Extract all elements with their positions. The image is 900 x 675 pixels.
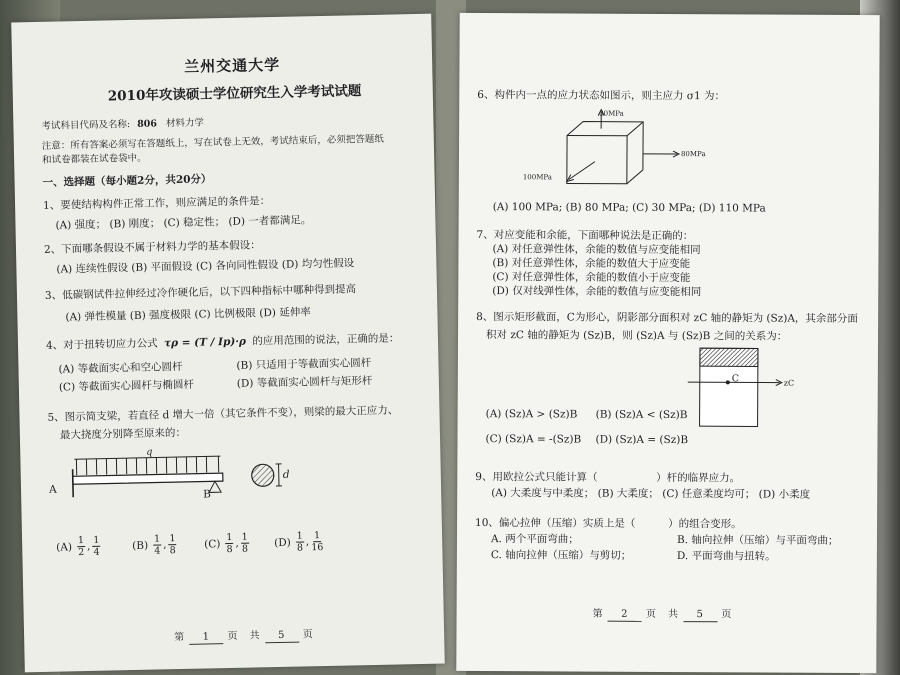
rectangular-section-diagram [688, 346, 798, 431]
notice-line-2: 和试卷都装在试卷袋中。 [42, 152, 147, 166]
question-10-option-a: A. 两个平面弯曲； [490, 533, 579, 546]
subject-code: 806 [137, 118, 158, 130]
question-9-options: (A) 大柔度与中柔度； (B) 大柔度； (C) 任意柔度均可； (D) 小柔度 [491, 487, 811, 501]
footer-page-word: 第 [174, 631, 186, 644]
question-4-option-d: (D) 等截面实心圆杆与矩形杆 [236, 374, 373, 390]
subject-label: 考试科目代码及名称: [41, 119, 131, 132]
question-4-option-b: (B) 只适用于等截面实心圆杆 [236, 357, 372, 372]
diameter-label-d: d [282, 468, 290, 481]
question-7: 7、对应变能和余能，下面哪种说法是正确的： [476, 228, 694, 243]
fraction-numerator: 1 [313, 530, 321, 542]
subject-name: 材料力学 [165, 117, 205, 130]
question-8-option-c: (C) (Sz)A = -(Sz)B [485, 433, 582, 446]
fraction-numerator: 1 [296, 530, 303, 542]
page-1-footer [174, 628, 314, 645]
question-4-option-a: (A) 等截面实心和空心圆杆 [58, 360, 183, 376]
question-9-prefix: 9、用欧拉公式只能计算（ [475, 470, 598, 484]
question-8-option-a: (A) (Sz)A > (Sz)B [485, 408, 578, 421]
question-3-options: (A) 弹性模量 (B) 强度极限 (C) 比例极限 (D) 延伸率 [65, 306, 311, 324]
support-label-b: B [203, 488, 212, 501]
subject-line [41, 116, 204, 132]
question-9 [475, 471, 740, 485]
notice-line-1: 注意：所有答案必须写在答题纸上，写在试卷上无效，考试结束后，必须把答题纸 [41, 133, 384, 152]
footer-total-pages: 5 [265, 629, 299, 644]
exam-page-2 [456, 13, 879, 673]
fraction-denominator: 8 [296, 542, 304, 554]
option-separator: , [235, 537, 239, 550]
page-2-footer [593, 608, 733, 623]
stress-label-30: 30MPa [599, 109, 624, 118]
question-7-option-a: (A) 对任意弹性体，余能的数值与应变能相同 [492, 243, 701, 257]
footer-end-word: 页 [721, 609, 733, 621]
question-9-suffix: ）杆的临界应力。 [656, 471, 741, 485]
question-5-line-1: 5、图示简支梁，若直径 d 增大一倍（其它条件不变），则梁的最大正应力、 [47, 404, 399, 424]
fraction [92, 535, 101, 558]
question-1-options: (A) 强度； (B) 刚度； (C) 稳定性； (D) 一者都满足。 [55, 214, 312, 232]
footer-page-number: 2 [608, 608, 642, 622]
question-8-option-d: (D) (Sz)A = (Sz)B [595, 433, 689, 447]
question-10-option-d: D. 平面弯曲与扭转。 [676, 550, 776, 563]
fraction-numerator: 1 [77, 535, 85, 547]
fraction-denominator: 8 [169, 545, 176, 557]
question-5-option [274, 530, 326, 554]
circular-section-diagram [248, 458, 309, 499]
question-10-option-b: B. 轴向拉伸（压缩）与平面弯曲； [676, 534, 839, 547]
stress-label-80: 80MPa [680, 150, 706, 159]
load-label-q: q [146, 446, 153, 458]
option-separator: , [305, 535, 310, 548]
option-separator: , [86, 540, 91, 553]
fraction-denominator: 4 [93, 546, 100, 558]
footer-total-word: 页 共 [227, 630, 261, 643]
fraction [311, 530, 324, 553]
footer-page-number: 1 [189, 630, 223, 645]
fraction-numerator: 1 [169, 533, 176, 545]
footer-page-word: 第 [592, 608, 604, 620]
fraction-denominator: 4 [154, 545, 161, 557]
support-label-a: A [48, 483, 57, 496]
question-8-line-2: 积对 zC 轴的静矩为 (Sz)B，则 (Sz)A 与 (Sz)B 之间的关系为： [486, 329, 788, 343]
question-10 [475, 517, 742, 531]
fraction [296, 530, 305, 553]
fraction [153, 533, 162, 556]
footer-total-word: 页 共 [645, 608, 679, 621]
question-6: 6、构件内一点的应力状态如图示，则主应力 σ1 为： [477, 88, 726, 103]
question-5-option [204, 532, 251, 556]
question-10-prefix: 10、偏心拉伸（压缩）实质上是（ [475, 516, 636, 530]
option-label: (B) [132, 539, 149, 552]
zc-axis-label: zC [783, 378, 795, 388]
footer-end-word: 页 [302, 629, 314, 641]
question-6-options: (A) 100 MPa; (B) 80 MPa; (C) 30 MPa; (D) 110 MPa [492, 201, 766, 215]
question-5-line-2: 最大挠度分别降至原来的： [59, 426, 186, 442]
exam-page-1 [11, 14, 445, 673]
fraction-numerator: 1 [93, 534, 100, 546]
question-7-option-d: (D) 仅对线弹性体，余能的数值与应变能相同 [492, 285, 702, 299]
question-4-suffix: 的应用范围的说法，正确的是： [252, 332, 400, 348]
question-5-option [132, 533, 179, 557]
beam-body [73, 473, 223, 484]
fraction [225, 532, 234, 555]
question-4 [46, 332, 400, 352]
torsion-formula: τρ = (T / Ip)·ρ [163, 335, 247, 350]
fraction-numerator: 1 [241, 531, 248, 543]
centroid-label: C [731, 373, 740, 385]
question-10-suffix: ）的组合变形。 [668, 518, 742, 531]
question-3: 3、低碳钢试件拉伸经过冷作硬化后，以下四种指标中哪种得到提高 [44, 283, 357, 302]
question-2-options: (A) 连续性假设 (B) 平面假设 (C) 各向同性假设 (D) 均匀性假设 [56, 257, 355, 276]
question-4-option-c: (C) 等截面实心圆杆与椭圆杆 [58, 378, 195, 394]
question-2: 2、下面哪条假设不属于材料力学的基本假设： [43, 239, 261, 256]
fraction-denominator: 16 [311, 542, 324, 554]
question-8-option-b: (B) (Sz)A < (Sz)B [595, 408, 688, 422]
question-8-line-1: 8、图示矩形截面，C为形心，阴影部分面积对 zC 轴的静矩为 (Sz)A，其余部分面 [476, 310, 858, 325]
question-4-prefix: 4、对于扭转切应力公式 [45, 337, 158, 352]
section-heading: 一、选择题（每小题2分，共20分） [42, 173, 212, 189]
fraction [77, 535, 86, 558]
fraction [168, 533, 177, 556]
fixed-support-a [73, 469, 74, 497]
option-label: (A) [56, 540, 73, 554]
fraction [241, 532, 250, 555]
question-10-option-c: C. 轴向拉伸（压缩）与剪切； [490, 549, 632, 562]
university-name: 兰州交通大学 [184, 55, 281, 76]
question-5-option [56, 535, 103, 559]
option-label: (C) [204, 537, 221, 551]
exam-title: 2010年攻读硕士学位研究生入学考试试题 [107, 83, 362, 105]
footer-total-pages: 5 [683, 608, 717, 622]
stress-arrow-front [569, 161, 595, 179]
centroid-point [726, 380, 730, 384]
stress-label-100: 100MPa [522, 173, 552, 182]
fraction-numerator: 1 [226, 531, 233, 544]
option-label: (D) [274, 536, 291, 549]
question-7-option-b: (B) 对任意弹性体，余能的数值大于应变能 [492, 257, 691, 271]
fraction-denominator: 8 [241, 543, 249, 555]
question-1: 1、要使结构构件正常工作，则应满足的条件是： [42, 195, 271, 212]
fraction-denominator: 8 [226, 543, 233, 556]
fraction-denominator: 2 [78, 547, 85, 559]
fraction-numerator: 1 [153, 533, 161, 545]
option-separator: , [163, 538, 167, 551]
question-7-option-c: (C) 对任意弹性体，余能的数值小于应变能 [492, 271, 691, 285]
shaded-area [700, 348, 758, 366]
